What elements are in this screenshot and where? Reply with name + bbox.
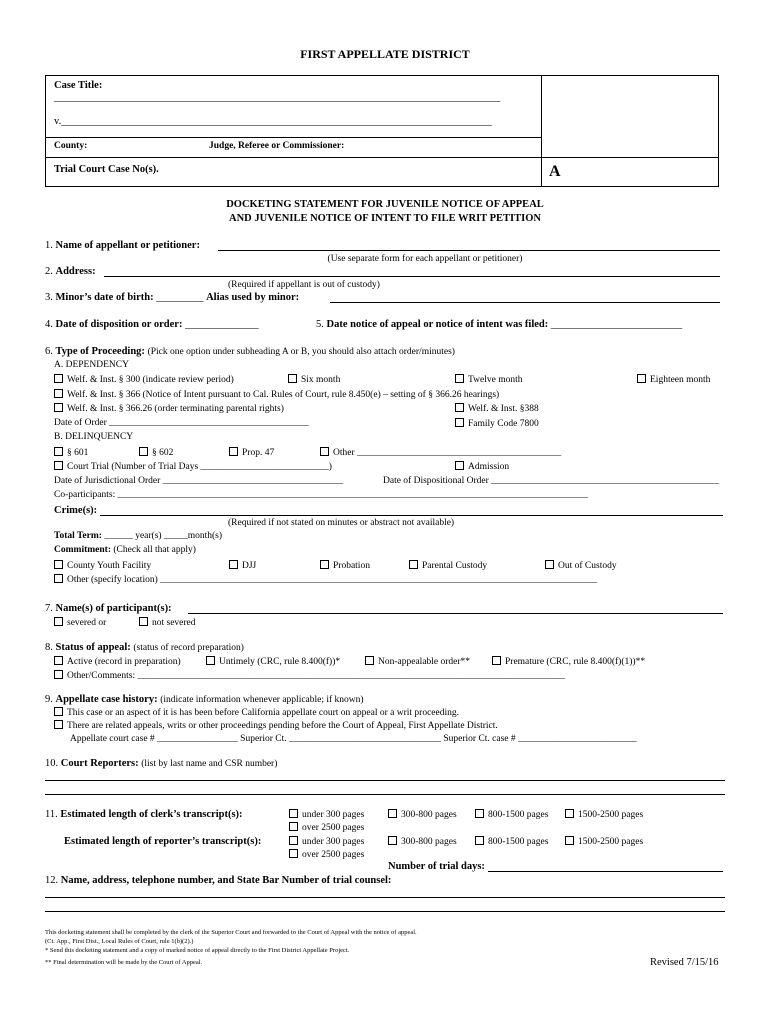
wi-300-checkbox[interactable] bbox=[54, 374, 63, 383]
judge-label: Judge, Referee or Commissioner: bbox=[209, 141, 345, 151]
premature-checkbox[interactable] bbox=[492, 656, 501, 665]
clerk-300-800[interactable] bbox=[388, 809, 457, 820]
prop47-option[interactable] bbox=[229, 447, 274, 458]
case-box-rule-2 bbox=[45, 157, 719, 158]
other-location-checkbox[interactable] bbox=[54, 574, 63, 583]
clerk-1500-2500[interactable] bbox=[565, 809, 643, 820]
s11-number: 11. bbox=[45, 809, 58, 820]
s8-label: Status of appeal: bbox=[55, 642, 131, 653]
probation-option[interactable] bbox=[320, 560, 370, 571]
parental-custody-option[interactable] bbox=[409, 560, 487, 571]
rep-800-1500-checkbox[interactable] bbox=[475, 836, 484, 845]
section-12 bbox=[45, 875, 391, 886]
clerk-over2500-checkbox[interactable] bbox=[289, 822, 298, 831]
appellant-name-input[interactable] bbox=[218, 250, 720, 251]
section-5 bbox=[316, 319, 682, 330]
crimes-label: Crime(s): bbox=[54, 505, 98, 516]
s2-number: 2. bbox=[45, 266, 53, 277]
s4-number: 4. bbox=[45, 319, 53, 330]
total-term-label: Total Term: bbox=[54, 531, 102, 541]
total-term bbox=[54, 531, 222, 541]
djj-label: DJJ bbox=[242, 561, 257, 571]
counsel-line-1[interactable] bbox=[45, 897, 725, 898]
wi-366-checkbox[interactable] bbox=[54, 389, 63, 398]
rep-1500-2500-label: 1500-2500 pages bbox=[578, 837, 644, 847]
commitment-note: (Check all that apply) bbox=[113, 545, 196, 555]
section-11 bbox=[45, 809, 243, 820]
s1-note: (Use separate form for each appellant or petitioner) bbox=[327, 254, 523, 264]
rep-under300-label: under 300 pages bbox=[302, 837, 365, 847]
s601-checkbox[interactable] bbox=[54, 447, 63, 456]
dob-input[interactable]: _________ bbox=[156, 292, 204, 303]
s601-label: § 601 bbox=[67, 448, 89, 458]
appellate-case-line[interactable]: Appellate court case # _________________ Superior Ct. ________________________________ Superior Ct. case # _________________________ bbox=[70, 734, 637, 744]
alias-input[interactable] bbox=[330, 302, 720, 303]
rep-over2500-label: over 2500 pages bbox=[302, 850, 365, 860]
wi-300-label: Welf. & Inst. § 300 (indicate review period) bbox=[67, 375, 234, 385]
premature-option[interactable] bbox=[492, 656, 645, 667]
section-4 bbox=[45, 319, 259, 330]
premature-label: Premature (CRC, rule 8.400(f)(1))** bbox=[505, 657, 646, 667]
commitment bbox=[54, 545, 196, 555]
s602-checkbox[interactable] bbox=[139, 447, 148, 456]
probation-label: Probation bbox=[333, 561, 370, 571]
active-label: Active (record in preparation) bbox=[67, 657, 181, 667]
wi-388-label: Welf. & Inst. §388 bbox=[468, 404, 539, 414]
admission-checkbox[interactable] bbox=[455, 461, 464, 470]
s9-number: 9. bbox=[45, 694, 53, 705]
clerk-300-800-checkbox[interactable] bbox=[388, 809, 397, 818]
rep-1500-2500[interactable] bbox=[565, 836, 643, 847]
twelve-month-checkbox[interactable] bbox=[455, 374, 464, 383]
rep-300-800-label: 300-800 pages bbox=[401, 837, 457, 847]
footer-line2: (Ct. App., First Dist., Local Rules of Court, rule 1(b)(2).) bbox=[45, 938, 194, 945]
history-opt1[interactable] bbox=[54, 707, 459, 718]
not-severed-label: not severed bbox=[152, 618, 196, 628]
six-month-label: Six month bbox=[301, 375, 341, 385]
cyf-label: County Youth Facility bbox=[67, 561, 152, 571]
county-label: County: bbox=[54, 141, 88, 151]
clerk-800-1500-label: 800-1500 pages bbox=[488, 810, 549, 820]
rep-300-800-checkbox[interactable] bbox=[388, 836, 397, 845]
dependency-heading: A. DEPENDENCY bbox=[54, 360, 129, 370]
wi-366-label: Welf. & Inst. § 366 (Notice of Intent pursuant to Cal. Rules of Court, rule 8.450(e) – setting of § 366.26 hearings) bbox=[67, 390, 500, 400]
section-6 bbox=[45, 346, 455, 357]
revision-date: Revised 7/15/16 bbox=[650, 957, 719, 968]
reporters-line-2[interactable] bbox=[45, 794, 725, 795]
delinquency-heading: B. DELINQUENCY bbox=[54, 432, 134, 442]
case-title-label: Case Title: bbox=[54, 80, 103, 91]
court-trial-label: Court Trial (Number of Trial Days ___________________________) bbox=[67, 462, 332, 472]
family-code-option[interactable] bbox=[455, 418, 539, 429]
rep-over2500[interactable] bbox=[289, 849, 364, 860]
not-severed-checkbox[interactable] bbox=[139, 617, 148, 626]
non-appealable-option[interactable] bbox=[365, 656, 470, 667]
six-month-option[interactable] bbox=[288, 374, 340, 385]
footer-line4: ** Final determination will be made by the Court of Appeal. bbox=[45, 959, 203, 966]
non-appealable-checkbox[interactable] bbox=[365, 656, 374, 665]
rep-800-1500-label: 800-1500 pages bbox=[488, 837, 549, 847]
s12-label: Name, address, telephone number, and State Bar Number of trial counsel: bbox=[60, 875, 392, 886]
severed-label: severed or bbox=[67, 618, 107, 628]
section-1 bbox=[45, 240, 200, 251]
s6-number: 6. bbox=[45, 346, 53, 357]
history-opt2[interactable] bbox=[54, 720, 498, 731]
other-label: Other ___________________________________________ bbox=[333, 448, 562, 458]
out-of-custody-option[interactable] bbox=[545, 560, 617, 571]
commitment-label: Commitment: bbox=[54, 545, 111, 555]
section-10 bbox=[45, 758, 277, 769]
six-month-checkbox[interactable] bbox=[288, 374, 297, 383]
clerk-under300-label: under 300 pages bbox=[302, 810, 365, 820]
s9-note: (indicate information whenever applicable; if known) bbox=[160, 695, 364, 705]
clerk-800-1500[interactable] bbox=[475, 809, 548, 820]
participants-input[interactable] bbox=[188, 613, 723, 614]
court-trial-checkbox[interactable] bbox=[54, 461, 63, 470]
wi-388-option[interactable] bbox=[455, 403, 539, 414]
rep-under300-checkbox[interactable] bbox=[289, 836, 298, 845]
rep-under300[interactable] bbox=[289, 836, 364, 847]
trial-case-number-label: Trial Court Case No(s). bbox=[54, 164, 159, 175]
section-7 bbox=[45, 603, 172, 614]
rep-1500-2500-checkbox[interactable] bbox=[565, 836, 574, 845]
not-severed-option[interactable] bbox=[139, 617, 196, 628]
court-trial-option[interactable] bbox=[54, 461, 332, 472]
clerk-transcript-label: Estimated length of clerk’s transcript(s): bbox=[60, 809, 243, 820]
prop47-checkbox[interactable] bbox=[229, 447, 238, 456]
case-box-rule-1 bbox=[45, 137, 542, 138]
section-8 bbox=[45, 642, 244, 653]
jurisdictional-date-field[interactable]: Date of Jurisdictional Order ______________________________________ bbox=[54, 476, 344, 486]
form-title-line1: DOCKETING STATEMENT FOR JUVENILE NOTICE OF APPEAL bbox=[226, 199, 544, 210]
s602-option[interactable] bbox=[139, 447, 173, 458]
notice-date-input[interactable]: _________________________ bbox=[550, 319, 683, 330]
active-checkbox[interactable] bbox=[54, 656, 63, 665]
non-appealable-label: Non-appealable order** bbox=[378, 657, 471, 667]
s7-number: 7. bbox=[45, 603, 53, 614]
s2-label: Address: bbox=[55, 266, 96, 277]
wi-36626-checkbox[interactable] bbox=[54, 403, 63, 412]
s6-instructions: (Pick one option under subheading A or B, you should also attach order/minutes) bbox=[147, 347, 455, 357]
parental-custody-checkbox[interactable] bbox=[409, 560, 418, 569]
s9-label: Appellate case history: bbox=[55, 694, 158, 705]
other-comments-checkbox[interactable] bbox=[54, 670, 63, 679]
s10-note: (list by last name and CSR number) bbox=[141, 759, 278, 769]
case-box-divider bbox=[541, 75, 542, 187]
form-title-line2: AND JUVENILE NOTICE OF INTENT TO FILE WRIT PETITION bbox=[229, 213, 541, 224]
untimely-option[interactable] bbox=[206, 656, 340, 667]
section-2 bbox=[45, 266, 96, 277]
other-location-label: Other (specify location) ____________________________________________________________________________________________ bbox=[67, 575, 598, 585]
s3-label: Minor’s date of birth: bbox=[55, 292, 154, 303]
s4-label: Date of disposition or order: bbox=[55, 319, 183, 330]
section-3 bbox=[45, 292, 299, 303]
district-heading: FIRST APPELLATE DISTRICT bbox=[300, 47, 470, 61]
s601-option[interactable] bbox=[54, 447, 88, 458]
crimes-input[interactable] bbox=[100, 515, 723, 516]
active-option[interactable] bbox=[54, 656, 181, 667]
wi-366-option[interactable] bbox=[54, 389, 499, 400]
case-title-field[interactable]: _____________________________________________________________________________________ bbox=[54, 92, 501, 103]
s5-label: Date notice of appeal or notice of intent was filed: bbox=[326, 319, 549, 330]
probation-checkbox[interactable] bbox=[320, 560, 329, 569]
alias-label: Alias used by minor: bbox=[206, 292, 300, 303]
clerk-under300-checkbox[interactable] bbox=[289, 809, 298, 818]
eighteen-month-label: Eighteen month bbox=[650, 375, 711, 385]
severed-checkbox[interactable] bbox=[54, 617, 63, 626]
form-letter: A bbox=[549, 163, 561, 180]
clerk-1500-2500-label: 1500-2500 pages bbox=[578, 810, 644, 820]
other-comments-option[interactable] bbox=[54, 670, 565, 681]
clerk-under300[interactable] bbox=[289, 809, 364, 820]
twelve-month-label: Twelve month bbox=[468, 375, 523, 385]
s10-number: 10. bbox=[45, 758, 59, 769]
clerk-800-1500-checkbox[interactable] bbox=[475, 809, 484, 818]
admission-option[interactable] bbox=[455, 461, 509, 472]
untimely-label: Untimely (CRC, rule 8.400(f))* bbox=[219, 657, 341, 667]
wi-388-checkbox[interactable] bbox=[455, 403, 464, 412]
footer-line3: * Send this docketing statement and a copy of marked notice of appeal directly to the First District Appellate Project. bbox=[45, 947, 350, 954]
wi-36626-option[interactable] bbox=[54, 403, 284, 414]
clerk-over2500-label: over 2500 pages bbox=[302, 823, 365, 833]
eighteen-month-option[interactable] bbox=[637, 374, 710, 385]
severed-option[interactable] bbox=[54, 617, 106, 628]
case-versus-field[interactable]: v.__________________________________________________________________________________ bbox=[54, 116, 492, 127]
address-input[interactable] bbox=[104, 276, 720, 277]
eighteen-month-checkbox[interactable] bbox=[637, 374, 646, 383]
history-opt1-checkbox[interactable] bbox=[54, 707, 63, 716]
s7-label: Name(s) of participant(s): bbox=[55, 603, 172, 614]
s602-label: § 602 bbox=[152, 448, 174, 458]
s12-number: 12. bbox=[45, 875, 59, 886]
family-code-checkbox[interactable] bbox=[455, 418, 464, 427]
reporter-transcript-label: Estimated length of reporter’s transcript(s): bbox=[64, 836, 262, 847]
trial-days-label: Number of trial days: bbox=[388, 861, 485, 872]
disposition-date-input[interactable]: ______________ bbox=[185, 319, 259, 330]
s6-label: Type of Proceeding: bbox=[55, 346, 145, 357]
reporters-line-1[interactable] bbox=[45, 780, 725, 781]
trial-days-input[interactable] bbox=[488, 871, 723, 872]
other-checkbox[interactable] bbox=[320, 447, 329, 456]
dispositional-date-field[interactable]: Date of Dispositional Order ________________________________________________ bbox=[383, 476, 720, 486]
wi-36626-label: Welf. & Inst. § 366.26 (order terminating parental rights) bbox=[67, 404, 284, 414]
prop47-label: Prop. 47 bbox=[242, 448, 275, 458]
parental-custody-label: Parental Custody bbox=[422, 561, 488, 571]
clerk-1500-2500-checkbox[interactable] bbox=[565, 809, 574, 818]
total-term-input[interactable]: ______ year(s) _____month(s) bbox=[104, 531, 223, 541]
history-opt2-label: There are related appeals, writs or other proceedings pending before the Court of Appeal, First Appellate District. bbox=[67, 721, 498, 731]
other-option[interactable] bbox=[320, 447, 561, 458]
other-location-option[interactable] bbox=[54, 574, 597, 585]
clerk-over2500[interactable] bbox=[289, 822, 364, 833]
twelve-month-option[interactable] bbox=[455, 374, 522, 385]
out-of-custody-label: Out of Custody bbox=[558, 561, 617, 571]
coparticipants-field[interactable]: Co-participants: ___________________________________________________________________________________________________ bbox=[54, 490, 588, 500]
footer-line1: This docketing statement shall be completed by the clerk of the Superior Court and forwarded to the Court of Appeal with the notice of appeal. bbox=[45, 929, 417, 936]
cyf-checkbox[interactable] bbox=[54, 560, 63, 569]
rep-800-1500[interactable] bbox=[475, 836, 548, 847]
wi-300-option[interactable] bbox=[54, 374, 234, 385]
djj-checkbox[interactable] bbox=[229, 560, 238, 569]
djj-option[interactable] bbox=[229, 560, 256, 571]
date-of-order-field[interactable]: Date of Order __________________________________________ bbox=[54, 418, 309, 428]
other-comments-label: Other/Comments: __________________________________________________________________________________________ bbox=[67, 671, 565, 681]
s8-note: (status of record preparation) bbox=[133, 643, 244, 653]
clerk-300-800-label: 300-800 pages bbox=[401, 810, 457, 820]
section-9 bbox=[45, 694, 364, 705]
history-opt1-label: This case or an aspect of it is has been before California appellate court on appeal or a writ proceeding. bbox=[67, 708, 459, 718]
counsel-line-2[interactable] bbox=[45, 911, 725, 912]
admission-label: Admission bbox=[468, 462, 510, 472]
crimes-note: (Required if not stated on minutes or abstract not available) bbox=[228, 518, 455, 528]
out-of-custody-checkbox[interactable] bbox=[545, 560, 554, 569]
s5-number: 5. bbox=[316, 319, 324, 330]
cyf-option[interactable] bbox=[54, 560, 151, 571]
s3-number: 3. bbox=[45, 292, 53, 303]
untimely-checkbox[interactable] bbox=[206, 656, 215, 665]
rep-over2500-checkbox[interactable] bbox=[289, 849, 298, 858]
history-opt2-checkbox[interactable] bbox=[54, 720, 63, 729]
rep-300-800[interactable] bbox=[388, 836, 457, 847]
s10-label: Court Reporters: bbox=[60, 758, 139, 769]
family-code-label: Family Code 7800 bbox=[468, 419, 539, 429]
s1-number: 1. bbox=[45, 240, 53, 251]
s2-note: (Required if appellant is out of custody) bbox=[228, 280, 380, 290]
s1-label: Name of appellant or petitioner: bbox=[55, 240, 200, 251]
s8-number: 8. bbox=[45, 642, 53, 653]
